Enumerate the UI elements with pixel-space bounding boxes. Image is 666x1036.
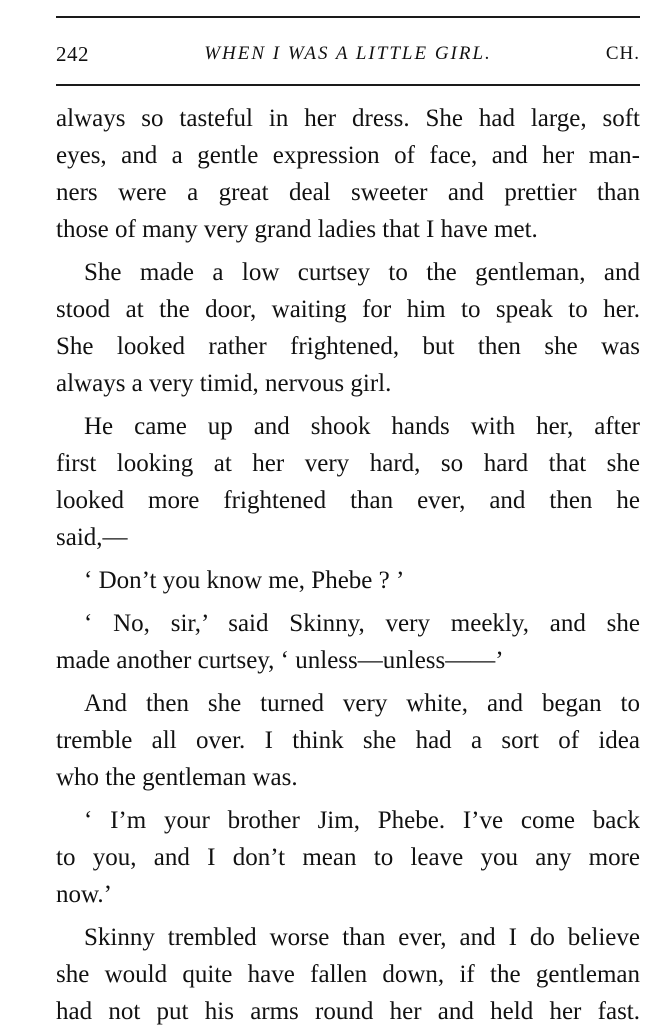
page-number: 242 [56, 42, 89, 66]
text-line: eyes, and a gentle expression of face, and her man- [56, 142, 640, 169]
header-bottom-rule [56, 84, 640, 86]
text-line: ‘ Don’t you know me, Phebe ? ’ [84, 567, 405, 594]
book-title: WHEN I WAS A LITTLE GIRL. [204, 43, 492, 64]
text-line: Skinny trembled worse than ever, and I do believe [84, 924, 640, 951]
paragraph-4 [56, 562, 640, 599]
text-line: first looking at her very hard, so hard that she [56, 450, 640, 477]
text-line: said,— [56, 524, 128, 551]
paragraph-6 [56, 685, 640, 796]
text-line: to you, and I don’t mean to leave you any more [56, 844, 640, 871]
text-line: ‘ No, sir,’ said Skinny, very meekly, and she [84, 610, 640, 637]
text-line: who the gentleman was. [56, 764, 298, 791]
text-line: And then she turned very white, and began to [84, 690, 640, 717]
paragraph-8 [56, 919, 640, 1030]
header-top-rule [56, 16, 640, 18]
text-line: ners were a great deal sweeter and prettier than [56, 179, 640, 206]
text-line: made another curtsey, ‘ unless—unless——’ [56, 647, 504, 674]
paragraph-2 [56, 254, 640, 402]
running-head [56, 38, 640, 70]
text-line: always so tasteful in her dress. She had large, soft [56, 105, 640, 132]
chapter-abbrev: CH. [605, 43, 640, 64]
paragraph-1 [56, 100, 640, 248]
text-line: tremble all over. I think she had a sort of idea [56, 727, 640, 754]
text-line: had not put his arms round her and held her fast. [56, 998, 640, 1025]
text-line: always a very timid, nervous girl. [56, 370, 392, 397]
text-line: she would quite have fallen down, if the gentleman [56, 961, 640, 988]
paragraph-3 [56, 408, 640, 556]
text-line: those of many very grand ladies that I have met. [56, 216, 538, 243]
paragraph-5 [56, 605, 640, 679]
text-line: now.’ [56, 881, 113, 908]
text-line: She looked rather frightened, but then she was [56, 333, 640, 360]
body-text [56, 100, 640, 1036]
text-line: ‘ I’m your brother Jim, Phebe. I’ve come back [84, 807, 640, 834]
text-line: stood at the door, waiting for him to speak to her. [56, 296, 640, 323]
text-line: He came up and shook hands with her, after [84, 413, 640, 440]
paragraph-7 [56, 802, 640, 913]
text-line: looked more frightened than ever, and then he [56, 487, 640, 514]
text-line: She made a low curtsey to the gentleman, and [84, 259, 640, 286]
